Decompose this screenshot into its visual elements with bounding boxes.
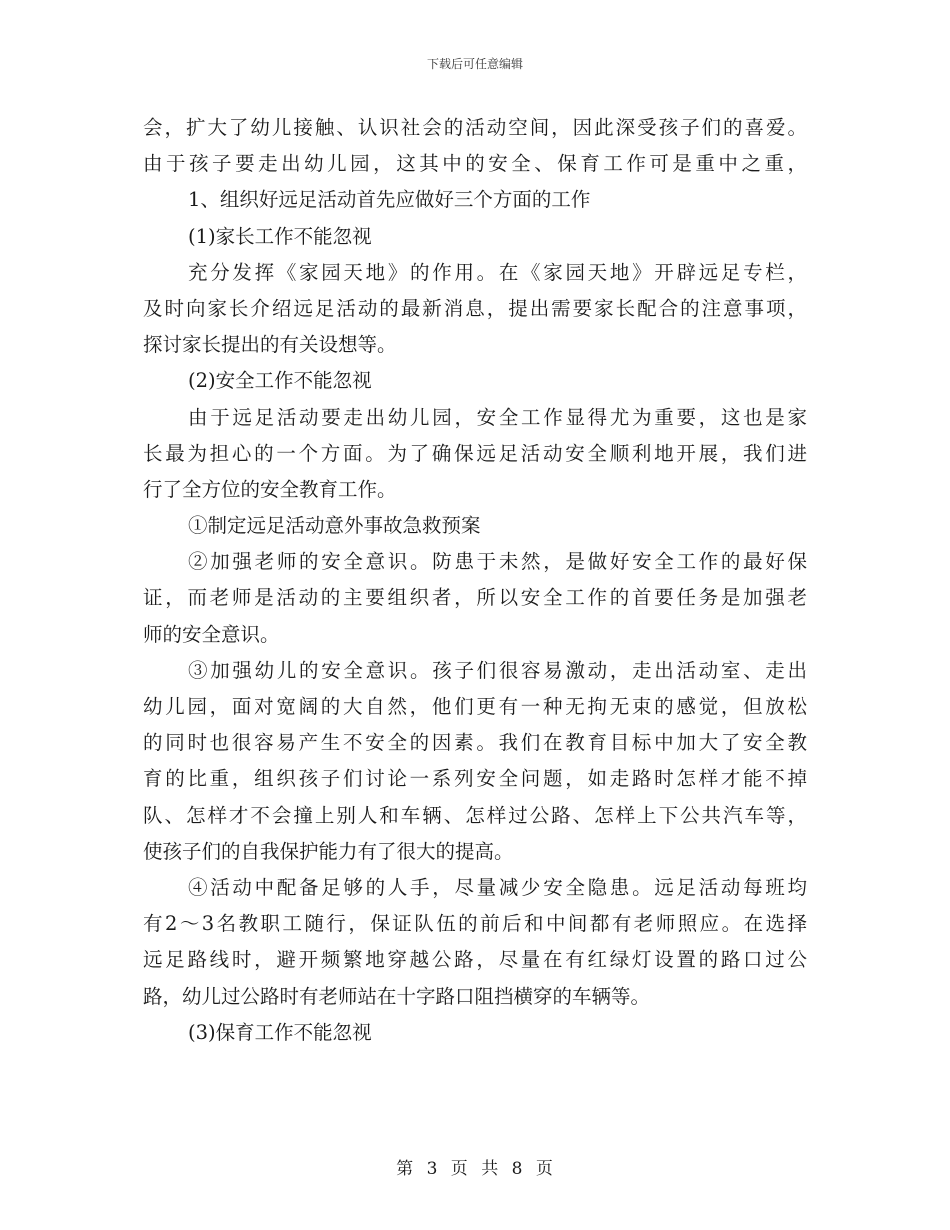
paragraph-line: 及时向家长介绍远足活动的最新消息，提出需要家长配合的注意事项， bbox=[143, 296, 807, 320]
list-item: ③加强幼儿的安全意识。孩子们很容易激动，走出活动室、走出 bbox=[188, 658, 807, 682]
paragraph-line: 由于孩子要走出幼儿园，这其中的安全、保育工作可是重中之重， bbox=[143, 152, 807, 176]
paragraph-line: 幼儿园，面对宽阔的大自然，他们更有一种无拘无束的感觉，但放松 bbox=[143, 695, 807, 718]
subsection-heading: (2)安全工作不能忽视 bbox=[188, 369, 372, 393]
page-label-prefix: 第 bbox=[396, 1159, 415, 1179]
current-page-number: 3 bbox=[426, 1159, 439, 1179]
subsection-heading: (3)保育工作不能忽视 bbox=[188, 1020, 372, 1044]
section-heading: 1、组织好远足活动首先应做好三个方面的工作 bbox=[188, 188, 591, 212]
paragraph-line: 行了全方位的安全教育工作。 bbox=[143, 477, 397, 501]
page-footer bbox=[0, 1154, 950, 1179]
paragraph-line: 队、怎样才不会撞上别人和车辆、怎样过公路、怎样上下公共汽车等， bbox=[143, 803, 807, 827]
paragraph-line: 远足路线时，避开频繁地穿越公路，尽量在有红绿灯设置的路口过公 bbox=[143, 948, 807, 972]
list-item: ①制定远足活动意外事故急救预案 bbox=[188, 514, 481, 538]
paragraph-line: 由于远足活动要走出幼儿园，安全工作显得尤为重要，这也是家 bbox=[188, 405, 807, 429]
paragraph-line: 有2～3名教职工随行，保证队伍的前后和中间都有老师照应。在选择 bbox=[143, 912, 807, 936]
paragraph-line: 路，幼儿过公路时有老师站在十字路口阻挡横穿的车辆等。 bbox=[143, 984, 651, 1008]
page-label-suffix: 页 bbox=[535, 1159, 554, 1179]
paragraph-line: 的同时也很容易产生不安全的因素。我们在教育目标中加大了安全教 bbox=[143, 731, 807, 755]
page-label-mid1: 页 bbox=[450, 1159, 469, 1179]
page-header: 下载后可任意编辑 bbox=[426, 57, 523, 71]
subsection-heading: (1)家长工作不能忽视 bbox=[188, 224, 372, 248]
paragraph-line: 证，而老师是活动的主要组织者，所以安全工作的首要任务是加强老 bbox=[143, 586, 807, 610]
paragraph-line: 会，扩大了幼儿接触、认识社会的活动空间，因此深受孩子们的喜爱。 bbox=[143, 116, 807, 139]
paragraph-line: 长最为担心的一个方面。为了确保远足活动安全顺利地开展，我们进 bbox=[143, 441, 807, 465]
paragraph-line: 育的比重，组织孩子们讨论一系列安全问题，如走路时怎样才能不掉 bbox=[143, 767, 807, 791]
paragraph-line: 使孩子们的自我保护能力有了很大的提高。 bbox=[143, 839, 514, 863]
paragraph-line: 探讨家长提出的有关设想等。 bbox=[143, 333, 397, 357]
paragraph-line: 师的安全意识。 bbox=[143, 622, 280, 646]
total-pages-number: 8 bbox=[511, 1159, 524, 1179]
list-item: ②加强老师的安全意识。防患于未然，是做好安全工作的最好保 bbox=[188, 550, 807, 574]
document-body bbox=[143, 110, 807, 1051]
page-label-mid2: 共 bbox=[481, 1159, 500, 1179]
paragraph-line: 充分发挥《家园天地》的作用。在《家园天地》开辟远足专栏， bbox=[188, 260, 807, 284]
list-item: ④活动中配备足够的人手，尽量减少安全隐患。远足活动每班均 bbox=[188, 875, 807, 899]
